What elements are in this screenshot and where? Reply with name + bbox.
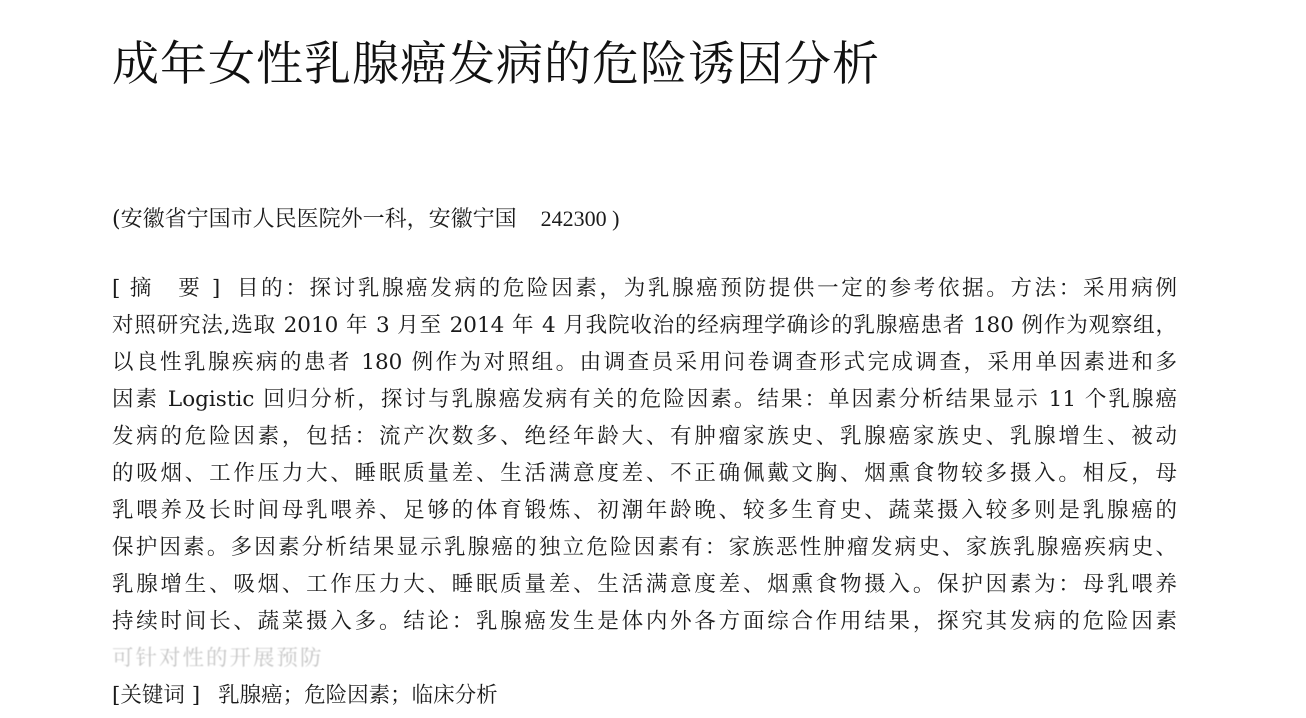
abstract-line-faded: 可针对性的开展预防 [112,646,324,671]
abstract-section [112,270,1177,677]
abstract-label: [ 摘 要 ] [112,276,221,301]
abstract-line: 持续时间长、蔬菜摄入多。结论：乳腺癌发生是体内外各方面综合作用结果，探究其发病的危险因素 [112,609,1177,634]
abstract-line [112,270,1177,307]
abstract-line: 乳腺增生、吸烟、工作压力大、睡眠质量差、生活满意度差、烟熏食物摄入。保护因素为：母乳喂养 [112,572,1177,597]
abstract-line-text: 目的：探讨乳腺癌发病的危险因素，为乳腺癌预防提供一定的参考依据。方法：采用病例 [234,276,1177,301]
keywords-section [112,676,498,716]
author-affiliation [112,197,619,242]
abstract-line: 乳喂养及长时间母乳喂养、足够的体育锻炼、初潮年龄晚、较多生育史、蔬菜摄入较多则是乳腺癌的 [112,498,1177,523]
postal-code: 242300 ) [540,206,620,231]
abstract-line: 以良性乳腺疾病的患者 180 例作为对照组。由调查员采用问卷调查形式完成调查，采用单因素进和多 [112,350,1177,375]
abstract-line: 对照研究法,选取 2010 年 3 月至 2014 年 4 月我院收治的经病理学确诊的乳腺癌患者 180 例作为观察组， [112,313,1177,338]
keywords-text: 乳腺癌；危险因素；临床分析 [218,683,498,708]
abstract-line: 保护因素。多因素分析结果显示乳腺癌的独立危险因素有：家族恶性肿瘤发病史、家族乳腺癌疾病史、 [112,535,1177,560]
document-title: 成年女性乳腺癌发病的危险诱因分析 [112,37,880,92]
abstract-line: 的吸烟、工作压力大、睡眠质量差、生活满意度差、不正确佩戴文胸、烟熏食物较多摄入。相反，母 [112,461,1177,486]
affiliation-text: (安徽省宁国市人民医院外一科，安徽宁国 [112,207,517,232]
abstract-line: 因素 Logistic 回归分析，探讨与乳腺癌发病有关的危险因素。结果：单因素分析结果显示 11 个乳腺癌 [112,387,1177,412]
abstract-line: 发病的危险因素，包括：流产次数多、绝经年龄大、有肿瘤家族史、乳腺癌家族史、乳腺增生、被动 [112,424,1177,449]
keywords-label: [关键词 ] [112,683,201,708]
